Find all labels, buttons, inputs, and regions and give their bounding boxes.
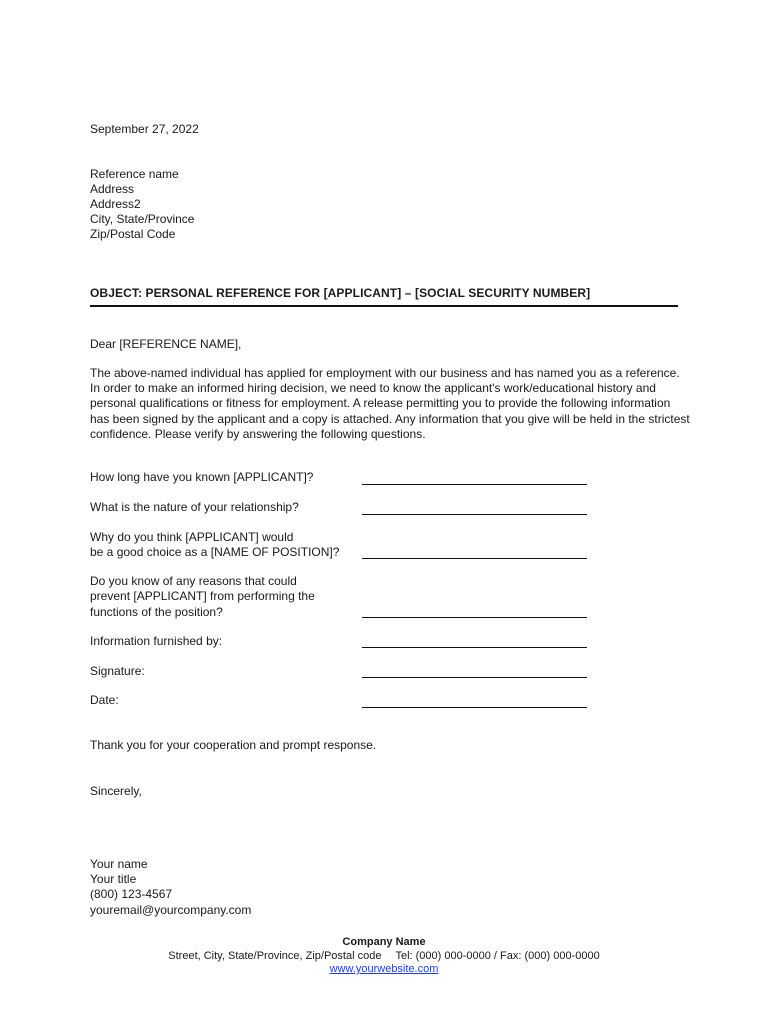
answer-line-2[interactable] (362, 514, 587, 515)
question-1 (90, 470, 360, 485)
question-5 (90, 634, 360, 649)
recipient-zip: Zip/Postal Code (90, 227, 176, 241)
subject-line: OBJECT: PERSONAL REFERENCE FOR [APPLICANT] – [SOCIAL SECURITY NUMBER] (90, 286, 591, 300)
footer-address-line (0, 950, 768, 964)
thanks-line: Thank you for your cooperation and prompt response. (90, 738, 377, 752)
question-text: prevent [APPLICANT] from performing the (90, 589, 315, 604)
question-2 (90, 500, 360, 515)
salutation: Dear [REFERENCE NAME], (90, 337, 242, 351)
question-text: Do you know of any reasons that could (90, 574, 297, 588)
letter-date: September 27, 2022 (90, 122, 199, 136)
letterhead-footer (0, 936, 768, 977)
signature-block (90, 857, 251, 918)
answer-line-6[interactable] (362, 677, 587, 678)
question-3 (90, 530, 365, 561)
question-text: What is the nature of your relationship? (90, 500, 299, 514)
footer-address: Street, City, State/Province, Zip/Postal code (168, 949, 382, 962)
footer-company-name: Company Name (342, 936, 426, 948)
sender-email: youremail@yourcompany.com (90, 902, 252, 917)
recipient-address-line2: Address2 (90, 197, 141, 211)
question-text: functions of the position? (90, 604, 223, 619)
question-7 (90, 693, 360, 708)
recipient-city: City, State/Province (90, 212, 195, 226)
question-text: Information furnished by: (90, 634, 223, 648)
recipient-name: Reference name (90, 167, 179, 181)
question-4 (90, 574, 360, 620)
answer-line-7[interactable] (362, 707, 587, 708)
answer-line-4[interactable] (362, 617, 587, 618)
question-text: Signature: (90, 664, 145, 678)
question-6 (90, 664, 360, 679)
body-paragraph: The above-named individual has applied for employment with our business and has named you as a reference. In order to make an informed hiring decision, we need to know the applicant's work/educational history and personal qualifications or fitness for employment. A release permitting you to provide the following information has been signed by the applicant and a copy is attached. Any information that you give will be held in the strictest confidence. Please verify by answering the following questions. (90, 366, 690, 441)
recipient-address-line1: Address (90, 182, 135, 196)
question-text: Date: (90, 693, 119, 707)
answer-line-5[interactable] (362, 647, 587, 648)
footer-website-link[interactable]: www.yourwebsite.com (329, 963, 439, 975)
sender-phone: (800) 123-4567 (90, 887, 173, 902)
question-text: be a good choice as a [NAME OF POSITION]? (90, 545, 340, 560)
closing: Sincerely, (90, 784, 142, 798)
question-text: How long have you known [APPLICANT]? (90, 470, 314, 484)
question-text: Why do you think [APPLICANT] would (90, 530, 294, 544)
footer-contact: Tel: (000) 000-0000 / Fax: (000) 000-0000 (395, 949, 600, 962)
answer-line-3[interactable] (362, 558, 587, 559)
sender-name: Your name (90, 857, 148, 871)
answer-line-1[interactable] (362, 484, 587, 485)
recipient-address (90, 167, 194, 242)
subject-divider (90, 305, 678, 307)
sender-title: Your title (90, 872, 137, 887)
